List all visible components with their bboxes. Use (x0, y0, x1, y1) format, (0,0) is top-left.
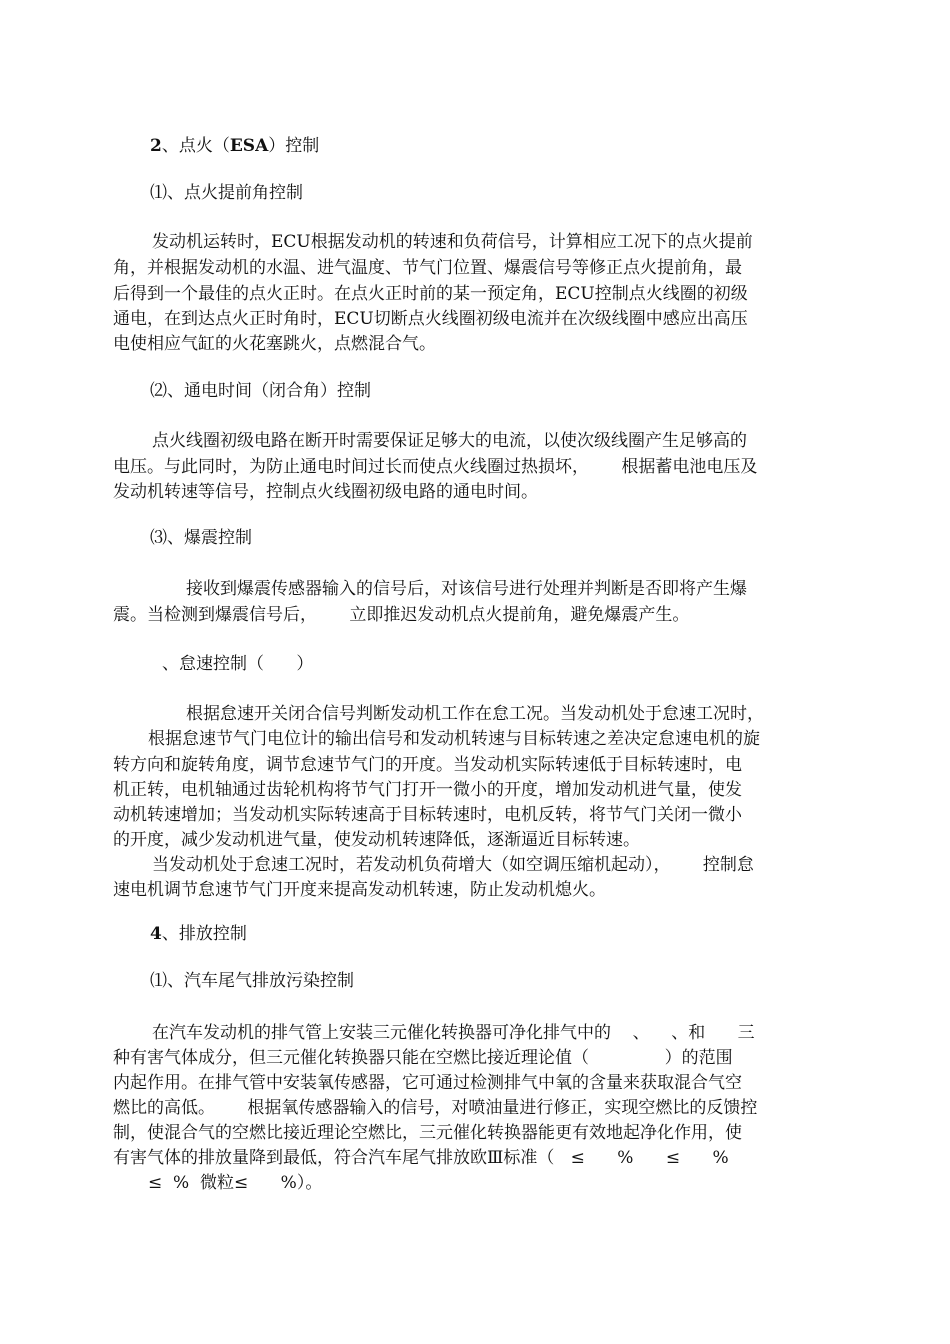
subheading-dwell-control: ⑵、通电时间（闭合角）控制 (150, 381, 371, 401)
heading-esa-control (150, 134, 319, 158)
paragraph-line: 的开度，减少发动机进气量，使发动机转速降低，逐渐逼近目标转速。 (113, 830, 640, 850)
heading-idle-control: 、怠速控制（ ） (162, 654, 314, 674)
paragraph-line: 根据怠速节气门电位计的输出信号和发动机转速与目标转速之差决定怠速电机的旋 (148, 729, 760, 749)
paragraph-line: 发动机运转时，ECU根据发动机的转速和负荷信号，计算相应工况下的点火提前 (152, 232, 753, 252)
paragraph-line: 角，并根据发动机的水温、进气温度、节气门位置、爆震信号等修正点火提前角，最 (113, 258, 742, 278)
heading-emission-control (150, 922, 247, 946)
paragraph-line: 点火线圈初级电路在断开时需要保证足够大的电流，以使次级线圈产生足够高的 (152, 431, 747, 451)
paragraph-line: 震。当检测到爆震信号后， 立即推迟发动机点火提前角，避免爆震产生。 (113, 605, 690, 625)
paragraph-line: 电使相应气缸的火花塞跳火，点燃混合气。 (113, 334, 436, 354)
paragraph-line: ≤ % 微粒≤ %）。 (148, 1173, 323, 1193)
heading-abbr: ESA (229, 136, 269, 156)
paragraph-line: 速电机调节怠速节气门开度来提高发动机转速，防止发动机熄火。 (113, 880, 606, 900)
paragraph-line: 根据怠速开关闭合信号判断发动机工作在怠工况。当发动机处于怠速工况时， (186, 704, 764, 724)
paragraph-line: 制，使混合气的空燃比接近理论空燃比，三元催化转换器能更有效地起净化作用，使 (113, 1123, 742, 1143)
paragraph-line: 内起作用。在排气管中安装氧传感器，它可通过检测排气中氧的含量来获取混合气空 (113, 1073, 742, 1093)
paragraph-line: 电压。与此同时，为防止通电时间过长而使点火线圈过热损坏， 根据蓄电池电压及 (113, 457, 758, 477)
heading-text: 、点火（ (161, 136, 230, 156)
subheading-knock-control: ⑶、爆震控制 (150, 528, 252, 548)
paragraph-line: 发动机转速等信号，控制点火线圈初级电路的通电时间。 (113, 482, 538, 502)
subheading-exhaust-pollution: ⑴、汽车尾气排放污染控制 (150, 971, 354, 991)
paragraph-line: 燃比的高低。 根据氧传感器输入的信号，对喷油量进行修正，实现空燃比的反馈控 (113, 1098, 758, 1118)
heading-number: 4 (150, 924, 162, 944)
paragraph-line: 后得到一个最佳的点火正时。在点火正时前的某一预定角，ECU控制点火线圈的初级 (113, 284, 748, 304)
paragraph-line: 有害气体的排放量降到最低，符合汽车尾气排放欧Ⅲ标准（ ≤ % ≤ % (113, 1148, 729, 1168)
heading-text-end: ）控制 (268, 136, 320, 156)
paragraph-line: 动机转速增加；当发动机实际转速高于目标转速时，电机反转，将节气门关闭一微小 (113, 805, 742, 825)
heading-text: 、排放控制 (161, 924, 247, 944)
paragraph-line: 转方向和旋转角度，调节怠速节气门的开度。当发动机实际转速低于目标转速时，电 (113, 755, 742, 775)
paragraph-line: 通电，在到达点火正时角时，ECU切断点火线圈初级电流并在次级线圈中感应出高压 (113, 309, 748, 329)
paragraph-line: 接收到爆震传感器输入的信号后，对该信号进行处理并判断是否即将产生爆 (186, 579, 747, 599)
subheading-ignition-advance: ⑴、点火提前角控制 (150, 183, 303, 203)
paragraph-line: 当发动机处于怠速工况时，若发动机负荷增大（如空调压缩机起动）， 控制怠 (152, 855, 754, 875)
heading-number: 2 (150, 136, 162, 156)
paragraph-line: 种有害气体成分，但三元催化转换器只能在空燃比接近理论值（ ）的范围 (113, 1048, 733, 1068)
paragraph-line: 机正转，电机轴通过齿轮机构将节气门打开一微小的开度，增加发动机进气量，使发 (113, 780, 742, 800)
paragraph-line: 在汽车发动机的排气管上安装三元催化转换器可净化排气中的 、 、和 三 (152, 1023, 755, 1043)
